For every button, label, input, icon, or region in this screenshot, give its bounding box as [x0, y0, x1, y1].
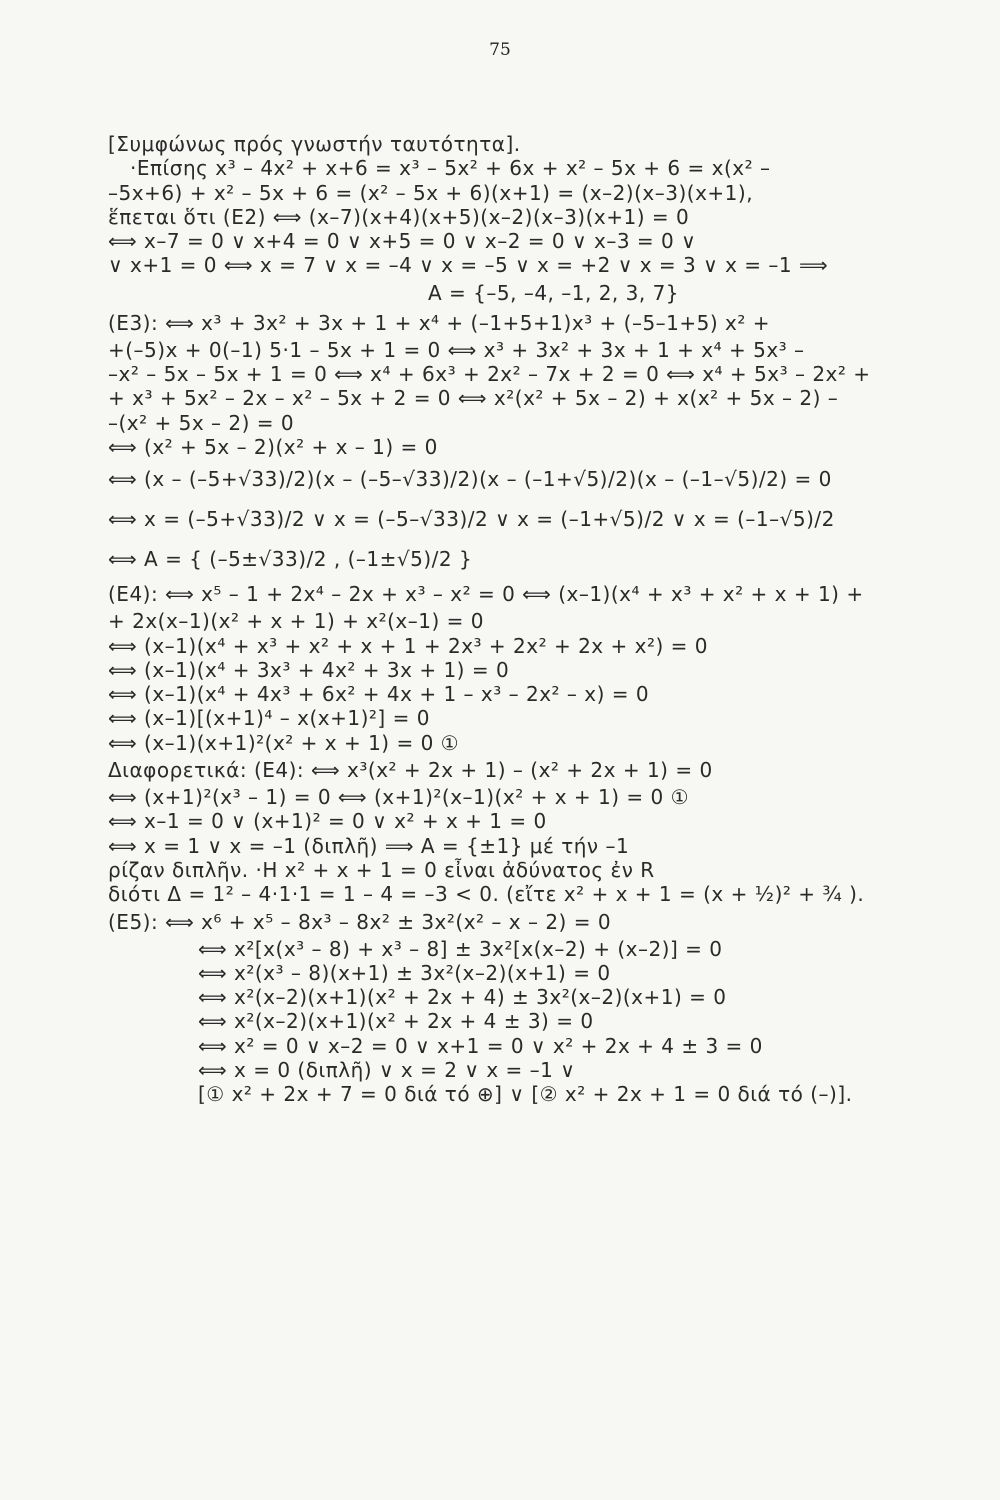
line-e4-alternative-step-2: ⟺ (x+1)²(x³ – 1) = 0 ⟺ (x+1)²(x–1)(x² + x + 1) = 0 ① [108, 785, 690, 810]
line-e4-step-3: ⟺ (x–1)(x⁴ + x³ + x² + x + 1 + 2x³ + 2x² + 2x + x²) = 0 [108, 633, 708, 658]
line-e3-step-2: +(–5)x + 0(–1) 5·1 – 5x + 1 = 0 ⟺ x³ + 3x² + 3x + 1 + x⁴ + 5x³ – [108, 337, 805, 362]
line-e4-step-6: ⟺ (x–1)[(x+1)⁴ – x(x+1)²] = 0 [108, 706, 430, 731]
line-e5-start: (Ε5): ⟺ x⁶ + x⁵ – 8x³ – 8x² ± 3x²(x² – x – 2) = 0 [108, 909, 612, 934]
handwritten-solutions [108, 132, 978, 1107]
line-e2-solution-set: A = {–5, –4, –1, 2, 3, 7} [428, 280, 680, 305]
line-e4-factored: ⟺ (x–1)(x+1)²(x² + x + 1) = 0 ① [108, 730, 460, 755]
line-e5-step-4: ⟺ x²(x–2)(x+1)(x² + 2x + 4) ± 3x²(x–2)(x+1) = 0 [198, 985, 727, 1010]
line-e5-roots: ⟺ x = 0 (διπλῆ) ∨ x = 2 ∨ x = –1 ∨ [198, 1058, 576, 1083]
page-number: 75 [489, 40, 511, 60]
line-e3-step-3: –x² – 5x – 5x + 1 = 0 ⟺ x⁴ + 6x³ + 2x² – 7x + 2 = 0 ⟺ x⁴ + 5x³ – 2x² + [108, 362, 871, 387]
line-identity-note: [Συμφώνως πρός γνωστήν ταυτότητα]. [108, 132, 521, 156]
line-e5-step-3: ⟺ x²(x³ – 8)(x+1) ± 3x²(x–2)(x+1) = 0 [198, 960, 611, 985]
line-e3-step-4: + x³ + 5x² – 2x – x² – 5x + 2 = 0 ⟺ x²(x² + 5x – 2) + x(x² + 5x – 2) – [108, 386, 839, 411]
line-e4-double-root-note: ρίζαν διπλῆν. ·Η x² + x + 1 = 0 εἶναι ἀδύνατος ἐν R [108, 857, 655, 882]
line-e5-step-2: ⟺ x²[x(x³ – 8) + x³ – 8] ± 3x²[x(x–2) + (x–2)] = 0 [198, 936, 723, 961]
line-e5-remaining-cases: [① x² + 2x + 7 = 0 διά τό ⊕] ∨ [② x² + 2x + 1 = 0 διά τό (–)]. [198, 1082, 853, 1107]
line-e5-step-5: ⟺ x²(x–2)(x+1)(x² + 2x + 4 ± 3) = 0 [198, 1009, 594, 1034]
line-e2-factored: ἕπεται ὅτι (Ε2) ⟺ (x–7)(x+4)(x+5)(x–2)(x–3)(x+1) = 0 [108, 204, 690, 229]
line-e2-cases-2: ∨ x+1 = 0 ⟺ x = 7 ∨ x = –4 ∨ x = –5 ∨ x = +2 ∨ x = 3 ∨ x = –1 ⟹ [108, 253, 829, 278]
line-e3-solution-set: ⟺ A = { (–5±√33)/2 , (–1±√5)/2 } [108, 547, 473, 572]
line-e2-expand-2: –5x+6) + x² – 5x + 6 = (x² – 5x + 6)(x+1) = (x–2)(x–3)(x+1), [108, 180, 754, 205]
line-e4-alternative-start: Διαφορετικά: (Ε4): ⟺ x³(x² + 2x + 1) – (x² + 2x + 1) = 0 [108, 758, 713, 783]
line-e4-cases: ⟺ x–1 = 0 ∨ (x+1)² = 0 ∨ x² + x + 1 = 0 [108, 809, 547, 834]
line-e4-discriminant: διότι Δ = 1² – 4·1·1 = 1 – 4 = –3 < 0. (εἴτε x² + x + 1 = (x + ½)² + ¾ ). [108, 882, 865, 907]
line-e2-expand-1: ·Επίσης x³ – 4x² + x+6 = x³ – 5x² + 6x + x² – 5x + 6 = x(x² – [130, 156, 771, 181]
line-e3-roots: ⟺ x = (–5+√33)/2 ∨ x = (–5–√33)/2 ∨ x = (–1+√5)/2 ∨ x = (–1–√5)/2 [108, 507, 835, 532]
line-e4-step-2: + 2x(x–1)(x² + x + 1) + x²(x–1) = 0 [108, 609, 484, 634]
line-e4-start: (Ε4): ⟺ x⁵ – 1 + 2x⁴ – 2x + x³ – x² = 0 ⟺ (x–1)(x⁴ + x³ + x² + x + 1) + [108, 582, 864, 607]
line-e3-step-5: –(x² + 5x – 2) = 0 [108, 410, 295, 435]
line-e4-solution-set: ⟺ x = 1 ∨ x = –1 (διπλῆ) ⟹ A = {±1} μέ τήν –1 [108, 833, 630, 858]
line-e3-roots-product: ⟺ (x – (–5+√33)/2)(x – (–5–√33)/2)(x – (–1+√5)/2)(x – (–1–√5)/2) = 0 [108, 467, 832, 492]
line-e4-step-4: ⟺ (x–1)(x⁴ + 3x³ + 4x² + 3x + 1) = 0 [108, 657, 510, 682]
line-e2-cases-1: ⟺ x–7 = 0 ∨ x+4 = 0 ∨ x+5 = 0 ∨ x–2 = 0 ∨ x–3 = 0 ∨ [108, 229, 697, 254]
line-e3-factored: ⟺ (x² + 5x – 2)(x² + x – 1) = 0 [108, 434, 438, 459]
line-e5-cases: ⟺ x² = 0 ∨ x–2 = 0 ∨ x+1 = 0 ∨ x² + 2x + 4 ± 3 = 0 [198, 1033, 763, 1058]
line-e3-start: (Ε3): ⟺ x³ + 3x² + 3x + 1 + x⁴ + (–1+5+1)x³ + (–5–1+5) x² + [108, 310, 771, 335]
line-e4-step-5: ⟺ (x–1)(x⁴ + 4x³ + 6x² + 4x + 1 – x³ – 2x² – x) = 0 [108, 682, 650, 707]
